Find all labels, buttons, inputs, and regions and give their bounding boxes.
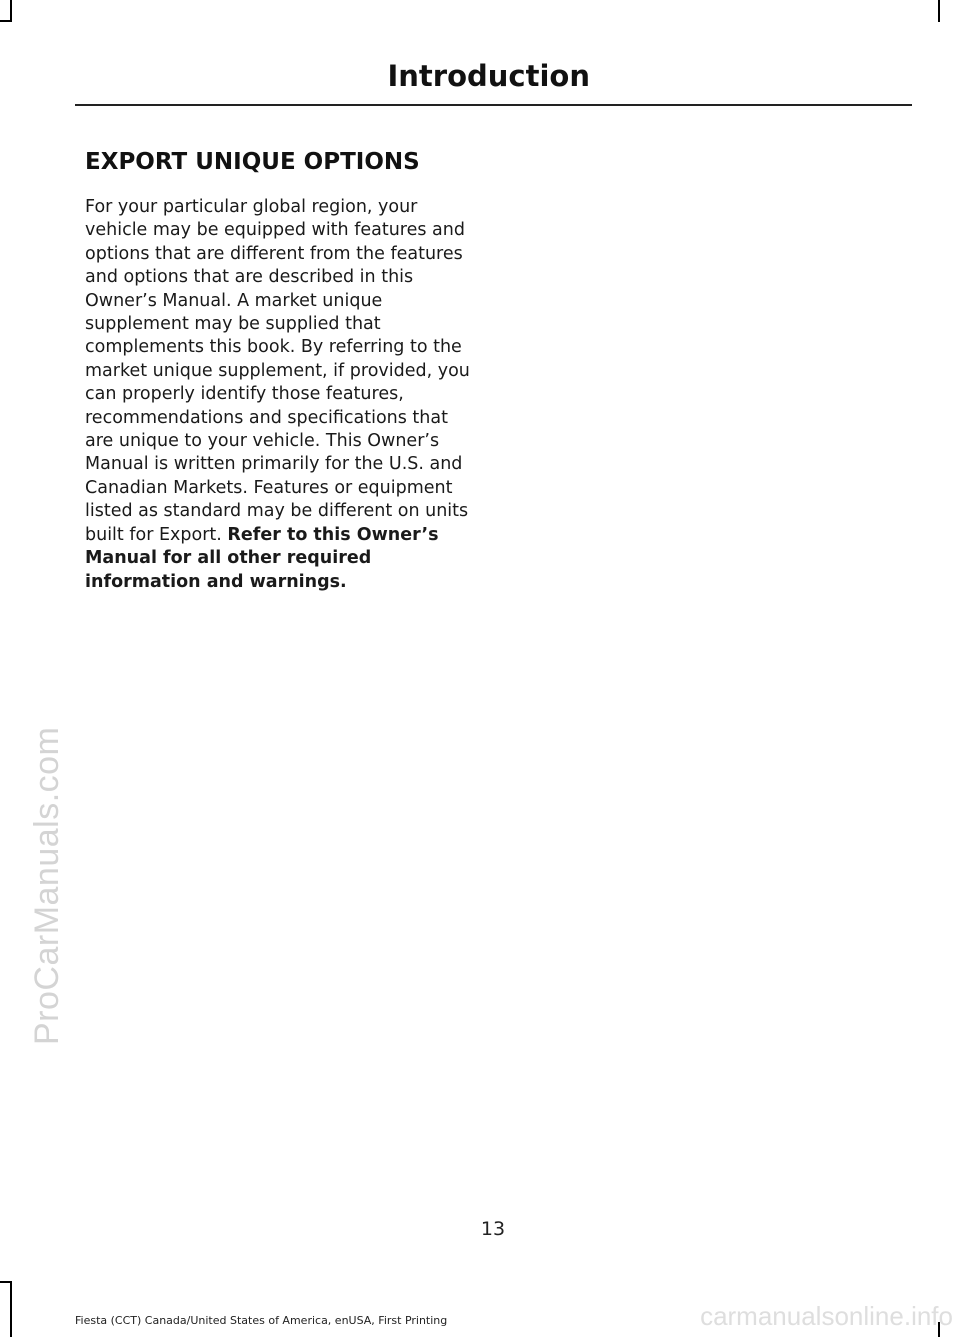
section-heading: EXPORT UNIQUE OPTIONS (85, 149, 420, 175)
crop-mark-bottom-left (0, 1281, 12, 1283)
footer-watermark: carmanualsonline.info (700, 1301, 953, 1331)
crop-mark-bottom-left (10, 1281, 12, 1337)
header-divider (75, 104, 912, 106)
crop-mark-top-left (0, 20, 12, 22)
publication-info: Fiesta (CCT) Canada/United States of America, enUSA, First Printing (75, 1314, 448, 1327)
crop-mark-top-right (938, 0, 940, 22)
sidebar-watermark: ProCarManuals.com (28, 726, 66, 1045)
crop-mark-top-left (10, 0, 12, 22)
body-paragraph (85, 196, 477, 594)
page-number: 13 (480, 1218, 506, 1240)
section-title: Introduction (387, 59, 590, 93)
body-text: For your particular global region, your vehicle may be equipped with features and options that are different from the features and options that are described in this Owner’s Manual. A market unique supplement may be supplied that complements this book. By referring to the market unique supplement, if provided, you can properly identify those features, recommendations and specifications that are unique to your vehicle. This Owner’s Manual is written primarily for the U.S. and Canadian Markets. Features or equipment listed as standard may be different on units built for Export. (85, 197, 470, 545)
body-bold-text: Refer to this Owner’s Manual for all other required information and warnings. (85, 524, 439, 592)
